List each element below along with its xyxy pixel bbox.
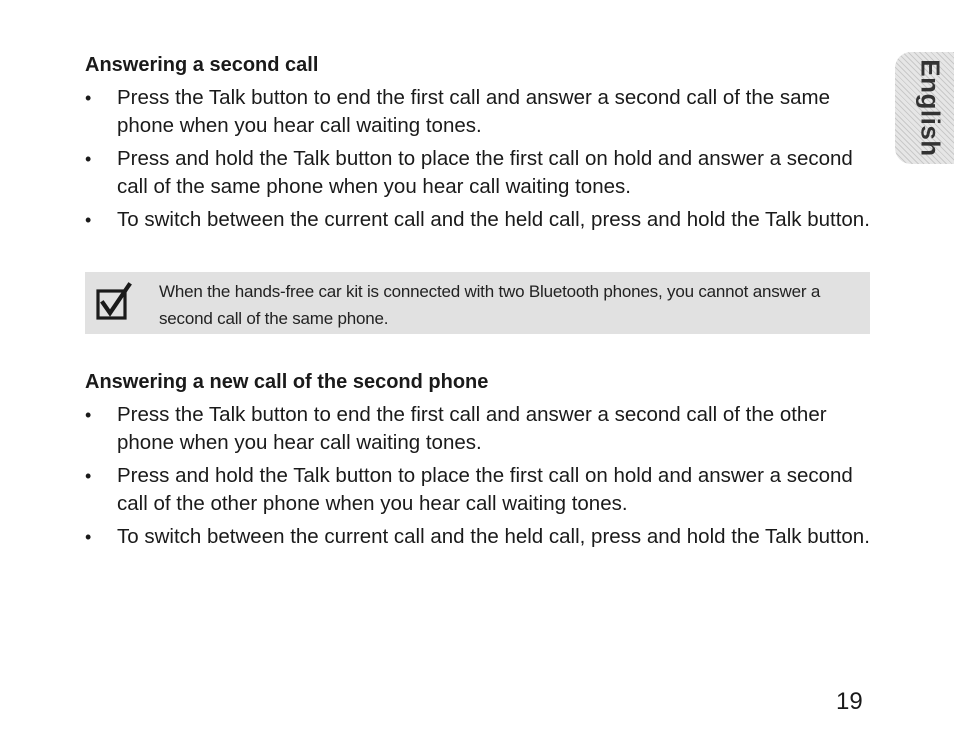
list-item <box>85 523 875 551</box>
bullet-icon: • <box>85 527 92 547</box>
list-item-text: To switch between the current call and the held call, press and hold the Talk button. <box>117 525 870 548</box>
section-heading: Answering a second call <box>85 54 319 76</box>
language-tab <box>895 52 954 164</box>
list-item-text: Press the Talk button to end the first call and answer a second call of the other phone when you hear call waiting tones. <box>117 403 827 454</box>
list-item-text: To switch between the current call and the held call, press and hold the Talk button. <box>117 208 870 231</box>
bullet-list <box>85 84 875 234</box>
list-item <box>85 401 875 457</box>
bullet-icon: • <box>85 149 92 169</box>
list-item <box>85 462 875 518</box>
section-heading: Answering a new call of the second phone <box>85 371 489 393</box>
section-answering-new-call-second-phone <box>85 370 875 556</box>
list-item <box>85 206 875 234</box>
bullet-icon: • <box>85 88 92 108</box>
page-number: 19 <box>836 688 863 715</box>
checkbox-check-icon <box>95 282 135 322</box>
list-item-text: Press and hold the Talk button to place the first call on hold and answer a second call of the same phone when you hear call waiting tones. <box>117 147 853 198</box>
section-answering-second-call <box>85 53 875 239</box>
language-tab-label: English <box>915 59 946 157</box>
note-box <box>85 272 870 334</box>
note-text: When the hands-free car kit is connected with two Bluetooth phones, you cannot answer a second call of the same phone. <box>159 282 821 328</box>
list-item-text: Press the Talk button to end the first call and answer a second call of the same phone when you hear call waiting tones. <box>117 86 830 137</box>
list-item-text: Press and hold the Talk button to place the first call on hold and answer a second call of the other phone when you hear call waiting tones. <box>117 464 853 515</box>
bullet-icon: • <box>85 405 92 425</box>
list-item <box>85 84 875 140</box>
bullet-icon: • <box>85 210 92 230</box>
bullet-list <box>85 401 875 551</box>
list-item <box>85 145 875 201</box>
bullet-icon: • <box>85 466 92 486</box>
